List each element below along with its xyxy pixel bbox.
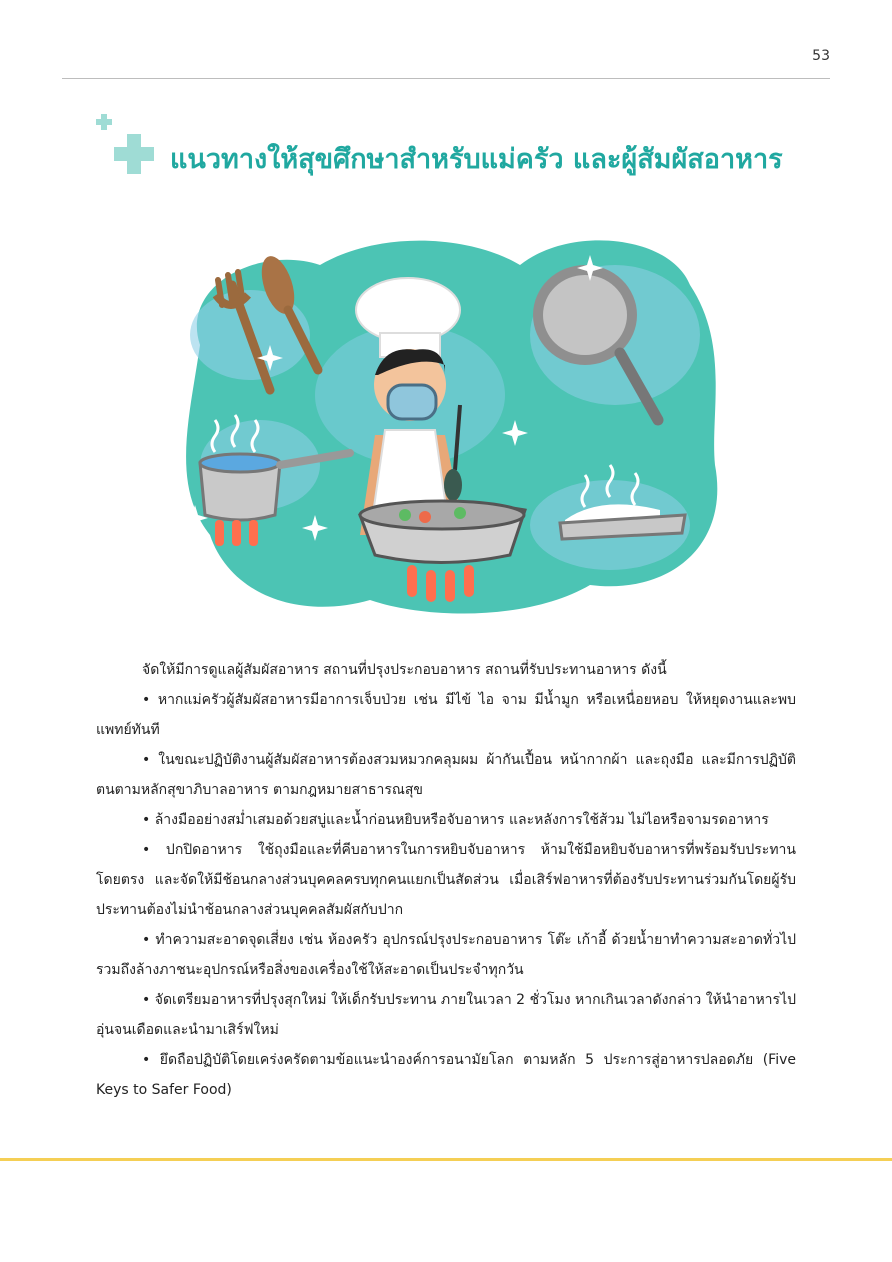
list-item: • หากแม่ครัวผู้สัมผัสอาหารมีอาการเจ็บป่วย เช่น มีไข้ ไอ จาม มีน้ำมูก หรือเหนื่อยหอบ ให้หยุดงานและพบแพทย์ทันที — [96, 692, 796, 738]
page-number: 53 — [812, 48, 830, 64]
page-title: แนวทางให้สุขศึกษาสำหรับแม่ครัว และผู้สัมผัสอาหาร — [170, 144, 783, 175]
list-item: • ในขณะปฏิบัติงานผู้สัมผัสอาหารต้องสวมหมวกคลุมผม ผ้ากันเปื้อน หน้ากากผ้า และถุงมือ และมีการปฏิบัติตนตามหลักสุขาภิบาลอาหาร ตามกฎหมายสาธารณสุข — [96, 752, 796, 798]
plus-small-icon — [96, 114, 112, 130]
list-item: • ปกปิดอาหาร ใช้ถุงมือและที่คีบอาหารในการหยิบจับอาหาร ห้ามใช้มือหยิบจับอาหารที่พร้อมรับประทานโดยตรง และจัดให้มีช้อนกลางส่วนบุคคลครบทุกคนแยกเป็นสัดส่วน เมื่อเสิร์ฟอาหารที่ต้องรับประทานร่วมกันโดยผู้รับประทานต้องไม่นำช้อนกลางส่วนบุคคลสัมผัสกับปาก — [96, 842, 796, 918]
list-item: • จัดเตรียมอาหารที่ปรุงสุกใหม่ ให้เด็กรับประทาน ภายในเวลา 2 ชั่วโมง หากเกินเวลาดังกล่าว ให้นำอาหารไปอุ่นจนเดือดและนำมาเสิร์ฟใหม่ — [96, 992, 796, 1038]
list-item: • ล้างมืออย่างสม่ำเสมอด้วยสบู่และน้ำก่อนหยิบหรือจับอาหาร และหลังการใช้ส้วม ไม่ไอหรือจามรดอาหาร — [142, 812, 769, 828]
intro-paragraph: จัดให้มีการดูแลผู้สัมผัสอาหาร สถานที่ปรุงประกอบอาหาร สถานที่รับประทานอาหาร ดังนี้ — [142, 662, 667, 678]
list-item: • ทำความสะอาดจุดเสี่ยง เช่น ห้องครัว อุปกรณ์ปรุงประกอบอาหาร โต๊ะ เก้าอี้ ด้วยน้ำยาทำความสะอาดทั่วไป รวมถึงล้างภาชนะอุปกรณ์หรือสิ่งของเครื่องใช้ให้สะอาดเป็นประจำทุกวัน — [96, 932, 796, 978]
header-divider — [62, 78, 830, 79]
section-heading — [62, 110, 822, 182]
plus-large-icon — [114, 134, 154, 174]
list-item: • ยึดถือปฏิบัติโดยเคร่งครัดตามข้อแนะนำองค์การอนามัยโลก ตามหลัก 5 ประการสู่อาหารปลอดภัย (Five Keys to Safer Food) — [96, 1052, 796, 1098]
cook-with-mask-illustration — [170, 225, 725, 625]
body-text — [96, 655, 796, 1105]
footer-divider — [0, 1158, 892, 1161]
